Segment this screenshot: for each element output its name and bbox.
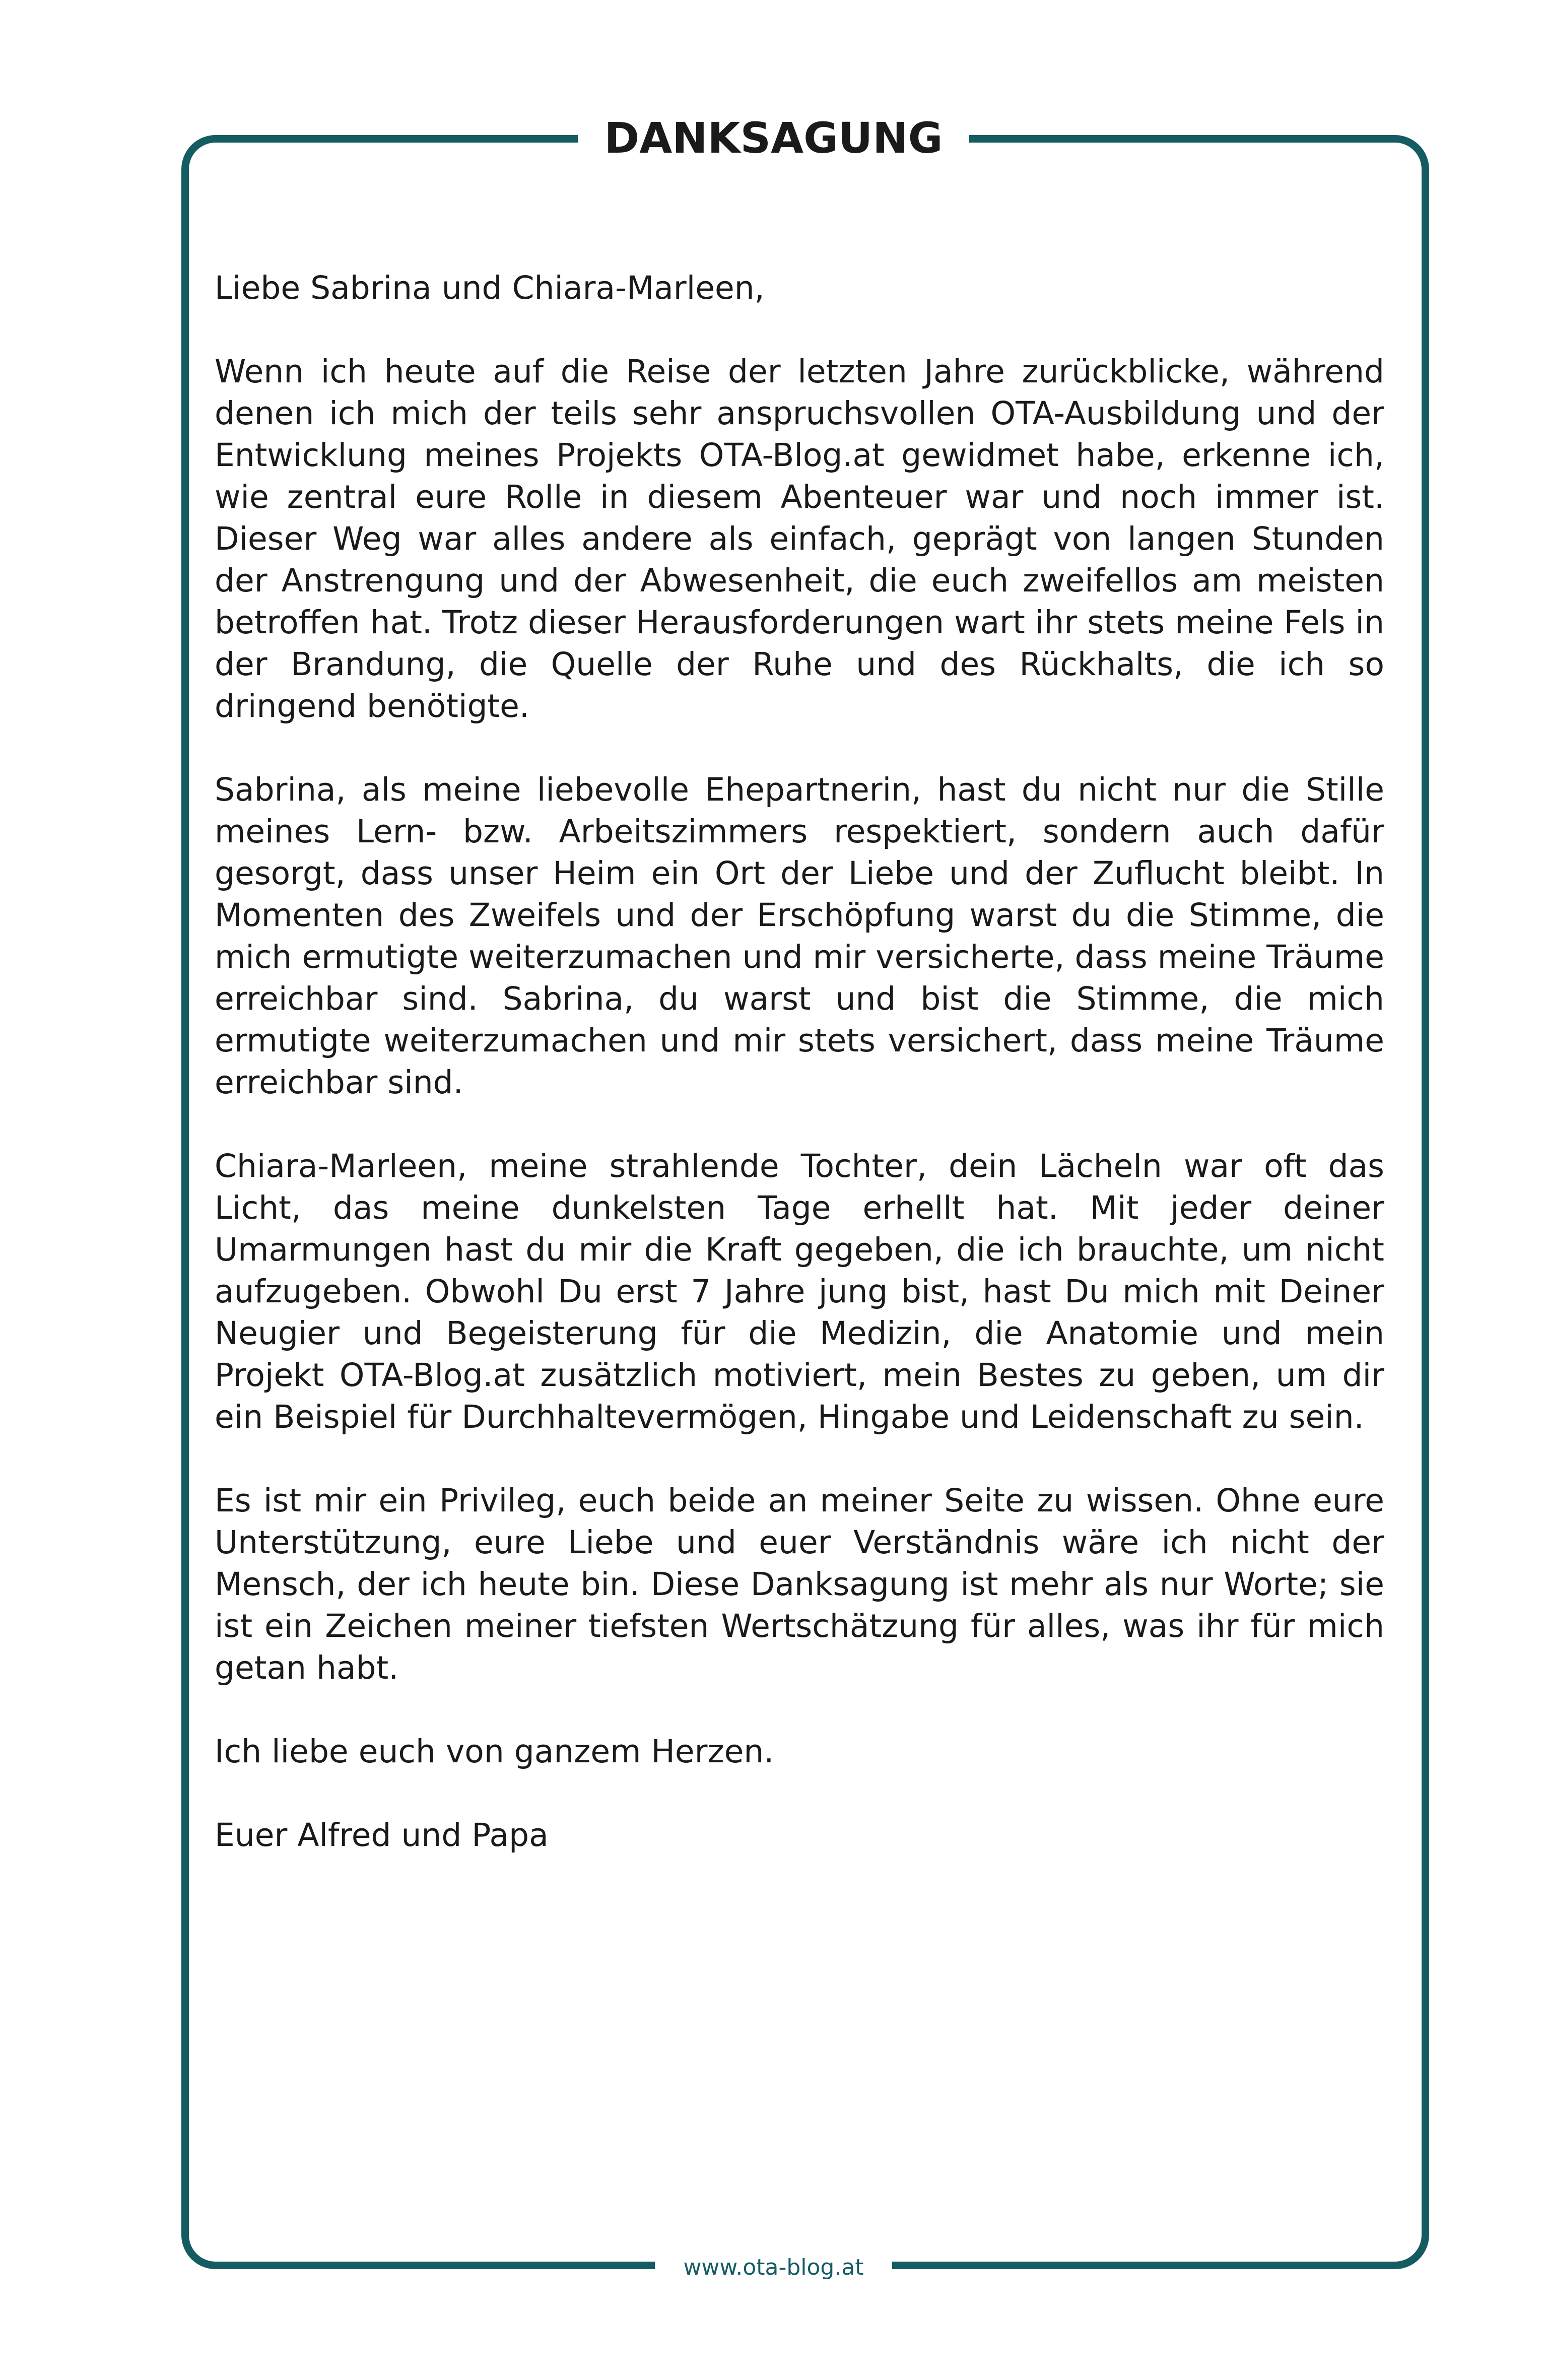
footer-website-link[interactable]: www.ota-blog.at — [655, 2245, 892, 2290]
letter-paragraph-2: Sabrina, als meine liebevolle Ehepartnerin, hast du nicht nur die Stille meines Lern- bzw. Arbeitszimmers respektiert, sondern auch dafür gesorgt, dass unser Heim ein Ort der Liebe und der Zuflucht bleibt. In Momenten des Zweifels und der Erschöpfung warst du die Stimme, die mich ermutigte weiterzumachen und mir versicherte, dass meine Träume erreichbar sind. Sabrina, du warst und bist die Stimme, die mich ermutigte weiterzumachen und mir stets versichert, dass meine Träume erreichbar sind. — [215, 771, 1384, 1101]
letter-paragraph-4: Es ist mir ein Privileg, euch beide an meiner Seite zu wissen. Ohne eure Unterstützung, eure Liebe und euer Verständnis wäre ich nicht der Mensch, der ich heute bin. Diese Danksagung ist mehr als nur Worte; sie ist ein Zeichen meiner tiefsten Wertschätzung für alles, was ihr für mich getan habt. — [215, 1482, 1384, 1686]
footer-container — [0, 2245, 1547, 2290]
page-title: DANKSAGUNG — [578, 110, 969, 166]
page-title-container — [0, 110, 1547, 166]
letter-closing: Ich liebe euch von ganzem Herzen. — [215, 1733, 774, 1770]
letter-salutation: Liebe Sabrina und Chiara-Marleen, — [215, 270, 765, 306]
letter-signature: Euer Alfred und Papa — [215, 1817, 549, 1854]
letter-paragraph-1: Wenn ich heute auf die Reise der letzten Jahre zurückblicke, während denen ich mich der teils sehr anspruchsvollen OTA-Ausbildung und der Entwicklung meines Projekts OTA-Blog.at gewidmet habe, erkenne ich, wie zentral eure Rolle in diesem Abenteuer war und noch immer ist. Dieser Weg war alles andere als einfach, geprägt von langen Stunden der Anstrengung und der Abwesenheit, die euch zweifellos am meisten betroffen hat. Trotz dieser Herausforderungen wart ihr stets meine Fels in der Brandung, die Quelle der Ruhe und des Rückhalts, die ich so dringend benötigte. — [215, 353, 1384, 724]
letter-paragraph-3: Chiara-Marleen, meine strahlende Tochter, dein Lächeln war oft das Licht, das meine dunkelsten Tage erhellt hat. Mit jeder deiner Umarmungen hast du mir die Kraft gegeben, die ich brauchte, um nicht aufzugeben. Obwohl Du erst 7 Jahre jung bist, hast Du mich mit Deiner Neugier und Begeisterung für die Medizin, die Anatomie und mein Projekt OTA-Blog.at zusätzlich motiviert, mein Bestes zu geben, um dir ein Beispiel für Durchhaltevermögen, Hingabe und Leidenschaft zu sein. — [215, 1148, 1384, 1435]
letter-body — [215, 267, 1384, 1898]
